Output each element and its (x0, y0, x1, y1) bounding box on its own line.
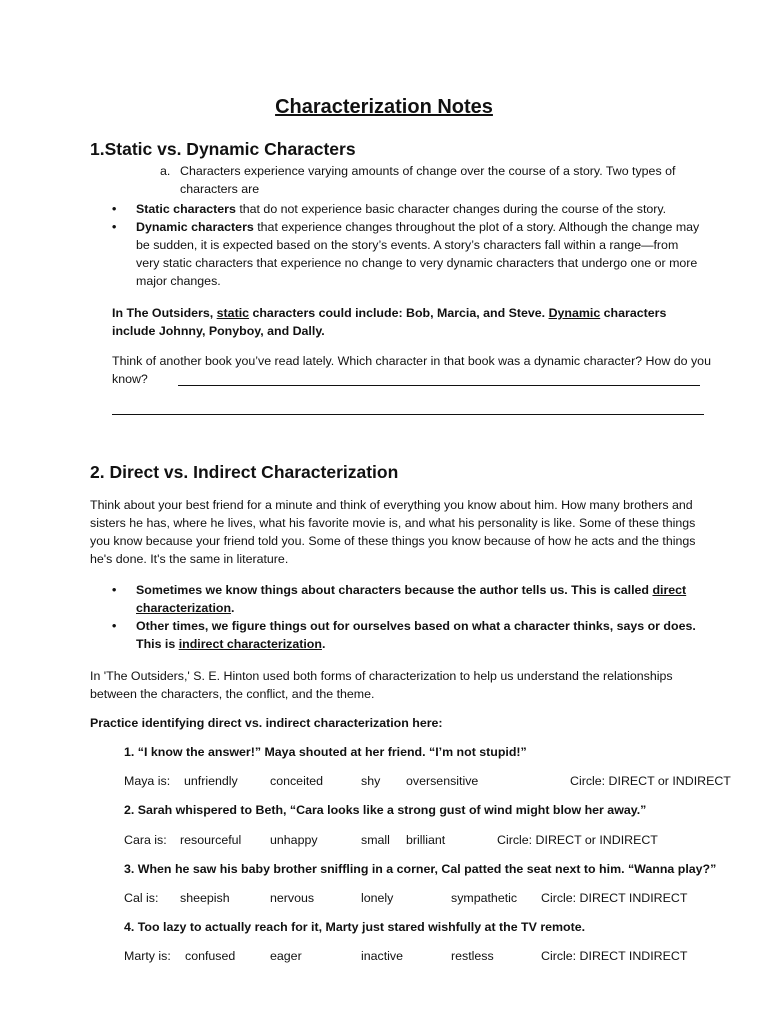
circle-choice[interactable]: Circle: DIRECT INDIRECT (541, 949, 688, 963)
option[interactable]: conceited (270, 774, 324, 788)
section2-heading: 2. Direct vs. Indirect Characterization (90, 462, 399, 482)
dynamic-definition: that experience changes throughout the plot of a story. Although the change may be sudden, it is expected based on the story’s events. A story’s characters fall within a range—from very static characters that experience no change to very dynamic characters that undergo one or more major changes. (136, 220, 700, 288)
circle-choice[interactable]: Circle: DIRECT or INDIRECT (570, 774, 731, 788)
section2-bullets (112, 581, 710, 653)
option[interactable]: inactive (361, 949, 404, 963)
option[interactable]: restless (451, 949, 494, 963)
bullet-dynamic (112, 218, 700, 290)
circle-choice[interactable]: Circle: DIRECT or INDIRECT (497, 833, 658, 847)
option[interactable]: sympathetic (451, 891, 518, 905)
bullet-static (112, 200, 700, 218)
option[interactable]: unhappy (270, 833, 318, 847)
section2-intro: Think about your best friend for a minute and think of everything you know about him. How many brothers and sisters he has, where he lives, what his favorite movie is, and what his personality is like. Some of these things you know because your friend told you. Some of these things you know because of how he acts and the things he's done. It's the same in literature. (90, 498, 696, 566)
option[interactable]: confused (185, 949, 236, 963)
option[interactable]: brilliant (406, 833, 446, 847)
indirect-end: . (321, 637, 326, 651)
bullet-indirect (112, 617, 710, 653)
section1-bullets (112, 200, 700, 290)
hinton-paragraph: In 'The Outsiders,' S. E. Hinton used both forms of characterization to help us understand the relationships between the characters, the conflict, and the theme. (90, 669, 673, 701)
option[interactable]: oversensitive (406, 774, 479, 788)
answer-line-1[interactable] (178, 385, 700, 386)
answer-row-3 (124, 889, 724, 907)
outsiders-text-b: characters could include: Bob, Marcia, and Steve. (249, 306, 549, 320)
outsiders-text-c: characters include Johnny, Ponyboy, and Dally. (112, 306, 667, 338)
option[interactable]: lonely (361, 891, 394, 905)
option[interactable]: nervous (270, 891, 315, 905)
option[interactable]: unfriendly (184, 774, 238, 788)
question-3: 3. When he saw his baby brother sniffling in a corner, Cal patted the seat next to him. “Wanna play?” (124, 862, 717, 876)
outsiders-static-term: static (216, 306, 250, 320)
option[interactable]: eager (270, 949, 302, 963)
page-title: Characterization Notes (275, 96, 493, 118)
answer-line-2[interactable] (112, 414, 704, 415)
subpoint-label: a. (160, 164, 171, 178)
subpoint-text: Characters experience varying amounts of change over the course of a story. Two types of characters are (180, 164, 676, 196)
indirect-text: Other times, we figure things out for ourselves based on what a character thinks, says or does. This is (136, 619, 696, 651)
bullet-direct (112, 581, 710, 617)
outsiders-text-a: In The Outsiders, (112, 306, 217, 320)
answer-row-4 (124, 947, 724, 965)
direct-text: Sometimes we know things about characters because the author tells us. This is called (136, 583, 653, 597)
option[interactable]: small (361, 833, 390, 847)
question-1: 1. “I know the answer!” Maya shouted at her friend. “I’m not stupid!” (124, 745, 527, 759)
outsiders-dynamic-term: Dynamic (548, 306, 601, 320)
practice-heading: Practice identifying direct vs. indirect characterization here: (90, 716, 443, 730)
section1-subpoint (160, 162, 720, 198)
option[interactable]: sheepish (180, 891, 230, 905)
circle-choice[interactable]: Circle: DIRECT INDIRECT (541, 891, 688, 905)
option[interactable]: resourceful (180, 833, 242, 847)
dynamic-term: Dynamic characters (136, 220, 254, 234)
question-2: 2. Sarah whispered to Beth, “Cara looks like a strong gust of wind might blow her away.” (124, 803, 647, 817)
option[interactable]: shy (361, 774, 381, 788)
outsiders-examples (112, 304, 712, 340)
subject-label: Cara is: (124, 833, 167, 847)
answer-row-1 (124, 772, 731, 790)
subject-label: Marty is: (124, 949, 171, 963)
section1-heading: 1.Static vs. Dynamic Characters (90, 139, 356, 159)
question-4: 4. Too lazy to actually reach for it, Marty just stared wishfully at the TV remote. (124, 920, 586, 934)
direct-term: direct characterization (136, 583, 687, 615)
direct-end: . (231, 601, 235, 615)
answer-row-2 (124, 831, 724, 849)
static-term: Static characters (136, 202, 236, 216)
static-definition: that do not experience basic character changes during the course of the story. (235, 202, 667, 216)
subject-label: Maya is: (124, 774, 171, 788)
indirect-term: indirect characterization (178, 637, 322, 651)
subject-label: Cal is: (124, 891, 159, 905)
dynamic-question: Think of another book you’ve read lately. Which character in that book was a dynamic character? How do you know? (112, 354, 711, 386)
